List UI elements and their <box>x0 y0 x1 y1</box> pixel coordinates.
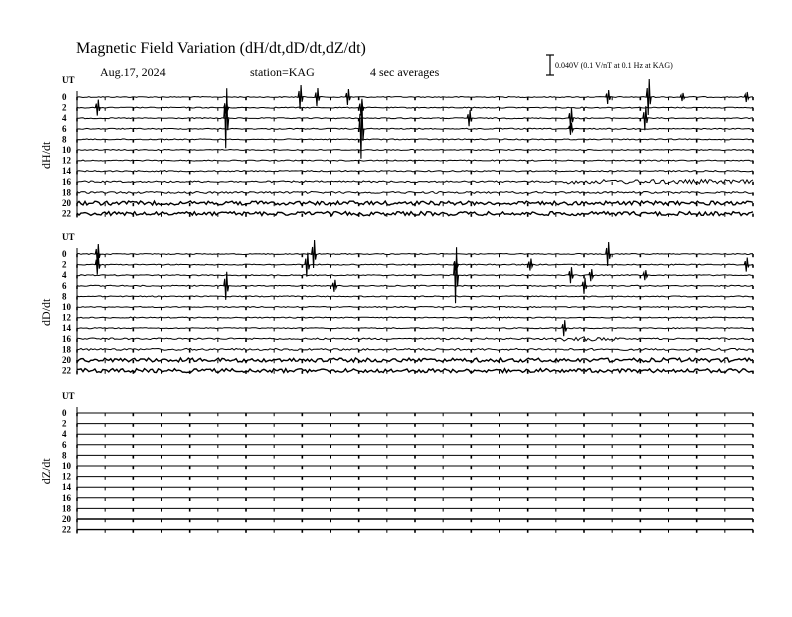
hour-label: 20 <box>62 355 71 365</box>
trace-line <box>77 107 753 108</box>
trace-line <box>77 307 753 308</box>
ut-axis-label: UT <box>62 232 75 242</box>
panels <box>39 75 753 535</box>
scale-bar <box>546 55 673 75</box>
hour-label: 0 <box>62 408 67 418</box>
hour-label: 10 <box>62 145 71 155</box>
hour-label: 18 <box>62 344 71 355</box>
hour-label: 22 <box>62 365 71 376</box>
panel-dd-dt <box>39 232 753 376</box>
hour-label: 20 <box>62 198 71 208</box>
panel-dz-dt <box>39 391 753 535</box>
hour-label: 4 <box>62 113 67 124</box>
hour-label: 10 <box>62 302 71 312</box>
hour-label: 14 <box>62 166 71 177</box>
trace-line <box>77 296 753 297</box>
hour-label: 14 <box>62 323 71 334</box>
hour-label: 16 <box>62 176 71 187</box>
ut-axis-label: UT <box>62 391 75 401</box>
scale-bar-label: 0.040V (0.1 V/nT at 0.1 Hz at KAG) <box>555 61 673 70</box>
hour-label: 16 <box>62 492 71 503</box>
hour-label: 8 <box>62 450 67 461</box>
hour-label: 2 <box>62 259 67 270</box>
panel-label: dD/dt <box>39 298 53 326</box>
hour-label: 6 <box>62 439 67 450</box>
hour-label: 10 <box>62 461 71 471</box>
hour-label: 20 <box>62 514 71 524</box>
trace-line <box>77 317 753 318</box>
hour-label: 4 <box>62 270 67 281</box>
hour-label: 18 <box>62 187 71 198</box>
hour-label: 16 <box>62 333 71 344</box>
trace-line <box>77 275 753 276</box>
hour-label: 14 <box>62 482 71 493</box>
trace-line <box>77 118 753 119</box>
hour-label: 12 <box>62 155 71 166</box>
date-label: Aug.17, 2024 <box>100 65 166 79</box>
hour-label: 22 <box>62 208 71 219</box>
trace-line <box>77 171 753 172</box>
hour-label: 6 <box>62 280 67 291</box>
hour-label: 12 <box>62 312 71 323</box>
hour-label: 2 <box>62 102 67 113</box>
trace-line <box>77 150 753 151</box>
hour-label: 18 <box>62 503 71 514</box>
hour-label: 0 <box>62 249 67 259</box>
chart-title: Magnetic Field Variation (dH/dt,dD/dt,dZ/dt) <box>76 40 366 57</box>
hour-label: 2 <box>62 418 67 429</box>
panel-label: dZ/dt <box>39 458 53 485</box>
hour-label: 0 <box>62 92 67 102</box>
ut-axis-label: UT <box>62 75 75 85</box>
hour-label: 8 <box>62 291 67 302</box>
trace-line <box>77 285 753 286</box>
hour-label: 22 <box>62 524 71 535</box>
station-label: station=KAG <box>250 65 315 79</box>
hour-label: 4 <box>62 429 67 440</box>
hour-label: 12 <box>62 471 71 482</box>
panel-dh-dt <box>39 75 753 219</box>
averaging-label: 4 sec averages <box>370 65 440 79</box>
panel-label: dH/dt <box>39 141 53 169</box>
hour-label: 6 <box>62 123 67 134</box>
hour-label: 8 <box>62 134 67 145</box>
